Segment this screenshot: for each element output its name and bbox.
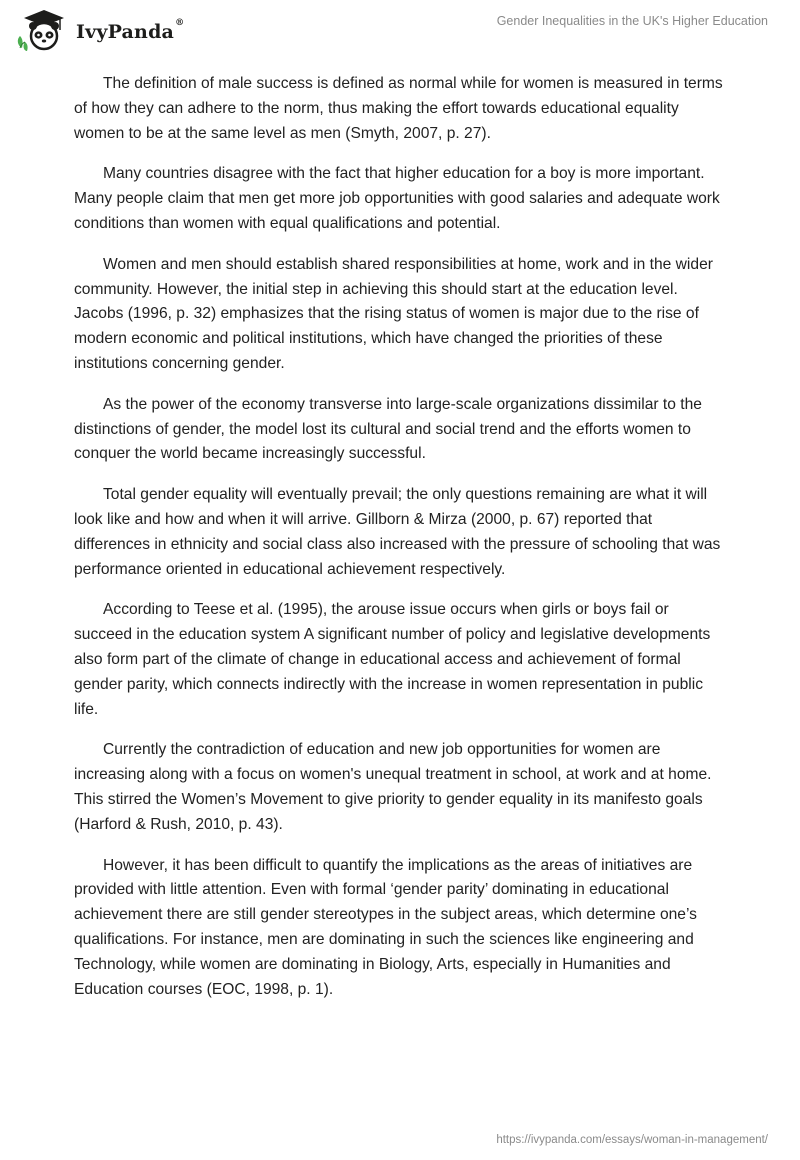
page-header (0, 0, 800, 60)
paragraph: Many countries disagree with the fact that higher education for a boy is more important. Many people claim that men get more job opportunities with good salaries and adequate work conditions than women with equal qualifications and potential. (74, 165, 720, 232)
document-title: Gender Inequalities in the UK's Higher Education (496, 14, 768, 28)
registered-mark: ® (175, 18, 185, 28)
logo-text (76, 18, 185, 43)
essay-body (74, 72, 730, 1018)
paragraph: Currently the contradiction of education and new job opportunities for women are increasing along with a focus on women's unequal treatment in school, at work and at home. This stirred the Women’s Movement to give priority to gender equality in its manifesto goals (Harford & Rush, 2010, p. 43). (74, 741, 712, 833)
paragraph: Total gender equality will eventually prevail; the only questions remaining are what it will look like and how and when it will arrive. Gillborn & Mirza (2000, p. 67) reported that differences in ethnicity and social class also increased with the pressure of schooling that was performance oriented in educational achievement respectively. (74, 486, 721, 578)
paragraph: Women and men should establish shared responsibilities at home, work and in the wider community. However, the initial step in achieving this should start at the education level. Jacobs (1996, p. 32) emphasizes that the rising status of women is major due to the rise of modern economic and political institutions, which have changed the priorities of these institutions concerning gender. (74, 255, 713, 372)
panda-graduate-icon (14, 8, 74, 52)
paragraph: However, it has been difficult to quantify the implications as the areas of initiatives are provided with little attention. Even with formal ‘gender parity’ dominating in educational achievement there are still gender stereotypes in the subject areas, which determine one’s qualifications. For instance, men are dominating in such the sciences like engineering and Technology, while women are dominating in Biology, Arts, especially in Humanities and Education courses (EOC, 1998, p. 1). (74, 856, 697, 998)
paragraph: The definition of male success is defined as normal while for women is measured in terms of how they can adhere to the norm, thus making the effort towards educational equality women to be at the same level as men (Smyth, 2007, p. 27). (74, 75, 723, 142)
paragraph: As the power of the economy transverse into large-scale organizations dissimilar to the distinctions of gender, the model lost its cultural and social trend and the efforts women to conquer the world became increasingly successful. (74, 395, 702, 463)
ivypanda-logo[interactable] (14, 8, 184, 52)
paragraph: According to Teese et al. (1995), the arouse issue occurs when girls or boys fail or succeed in the education system A significant number of policy and legislative developments also form part of the climate of change in educational access and achievement of formal gender parity, which connects indirectly with the increase in women representation in public life. (74, 601, 711, 718)
logo-wordmark: IvyPanda (76, 21, 175, 43)
source-url[interactable]: https://ivypanda.com/essays/woman-in-management/ (496, 1134, 768, 1146)
